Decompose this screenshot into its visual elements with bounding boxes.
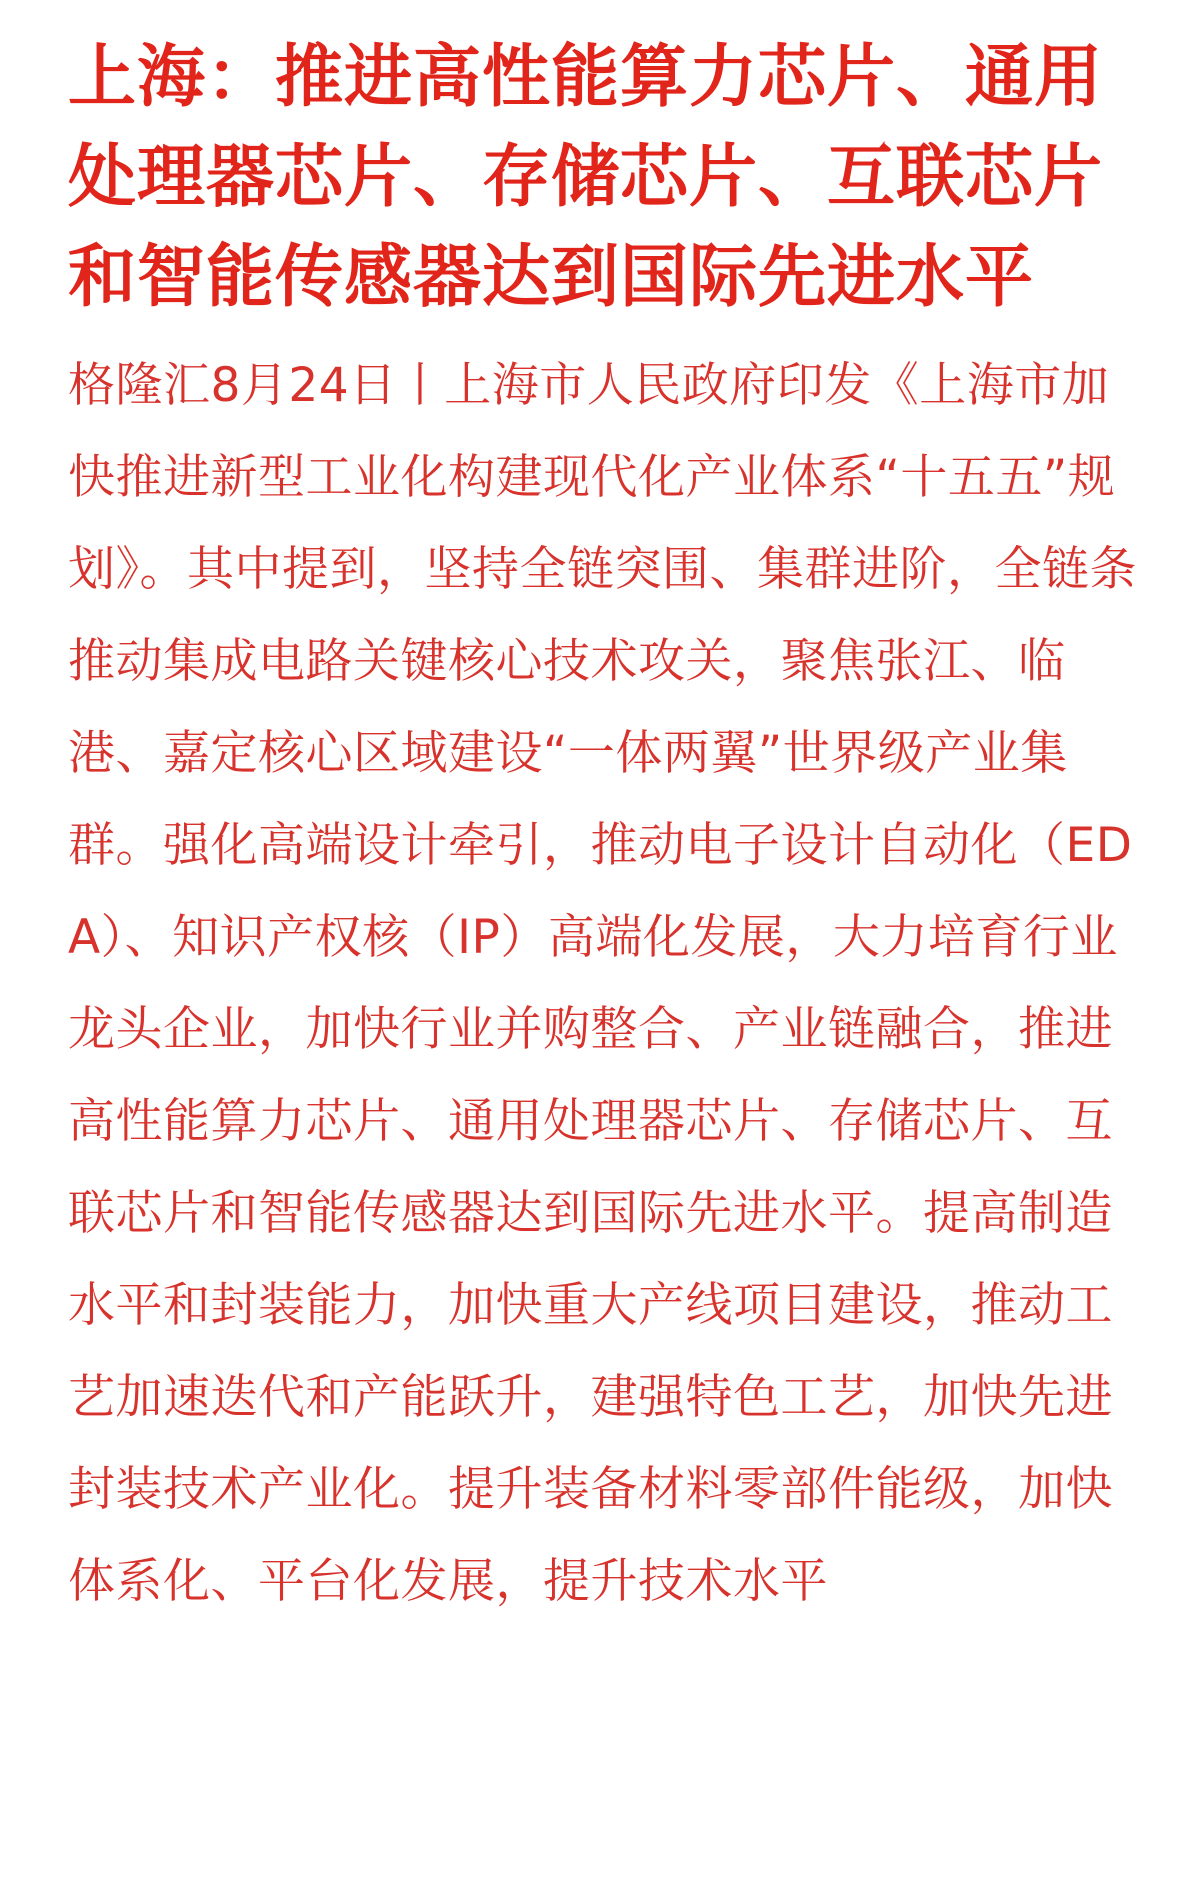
- article: [68, 28, 1148, 1628]
- article-body: 格隆汇8月24日丨上海市人民政府印发《上海市加快推进新型工业化构建现代化产业体系“十五五”规划》。其中提到，坚持全链突围、集群进阶，全链条推动集成电路关键核心技术攻关，聚焦张江、临港、嘉定核心区域建设“一体两翼”世界级产业集群。强化高端设计牵引，推动电子设计自动化（EDA）、知识产权核（IP）高端化发展，大力培育行业龙头企业，加快行业并购整合、产业链融合，推进高性能算力芯片、通用处理器芯片、存储芯片、互联芯片和智能传感器达到国际先进水平。提高制造水平和封装能力，加快重大产线项目建设，推动工艺加速迭代和产能跃升，建强特色工艺，加快先进封装技术产业化。提升装备材料零部件能级，加快体系化、平台化发展，提升技术水平: [68, 358, 1137, 1609]
- article-headline: 上海：推进高性能算力芯片、通用处理器芯片、存储芯片、互联芯片和智能传感器达到国际先进水平: [68, 38, 1104, 317]
